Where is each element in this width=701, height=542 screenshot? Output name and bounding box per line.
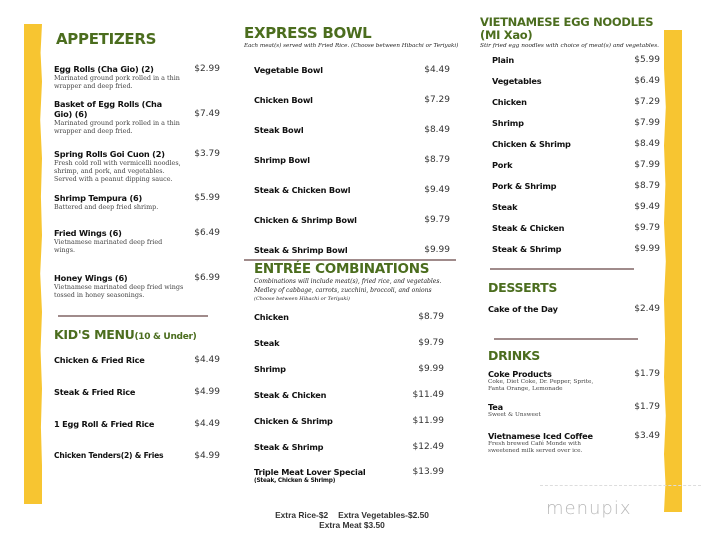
appetizers-heading: APPETIZERS: [56, 30, 157, 48]
menu-item: Coke Products $1.79 Coke, Diet Coke, Dr. Pepper, Sprite, Fanta Orange, Lemonade: [488, 369, 660, 392]
menu-item: Pork & Shrimp $8.79: [492, 181, 660, 191]
egg-noodles-subtitle: Stir fried egg noodles with choice of meat(s) and vegetables.: [480, 43, 660, 49]
menu-item: Shrimp Bowl $8.79: [254, 155, 450, 165]
decorative-yellow-band-right: [664, 30, 682, 512]
menu-item: Triple Meat Lover Special $13.99 (Steak, Chicken & Shrimp): [254, 467, 444, 484]
menu-item: Tea $1.79 Sweet & Unsweet: [488, 402, 660, 418]
menu-item: Steak & Chicken Bowl $9.49: [254, 185, 450, 195]
menu-item: Chicken & Shrimp $8.49: [492, 139, 660, 149]
menu-item: Shrimp $7.99: [492, 118, 660, 128]
menu-item: Chicken Bowl $7.29: [254, 95, 450, 105]
entree-combinations-heading: ENTRÉE COMBINATIONS: [254, 261, 430, 277]
section-divider: [494, 338, 638, 340]
menu-item: Fried Wings (6) $6.49 Vietnamese marinated deep fried wings.: [54, 228, 220, 254]
section-divider: [490, 268, 634, 270]
menu-item: 1 Egg Roll & Fried Rice $4.49: [54, 419, 220, 429]
menu-item: Steak & Shrimp $12.49: [254, 442, 444, 452]
section-divider: [58, 315, 208, 317]
column-left: [54, 30, 220, 461]
menu-item: Spring Rolls Goi Cuon (2) $3.79 Fresh cold roll with vermicelli noodles, shrimp, and pork, and vegetables. Served with a peanut dipping sauce.: [54, 149, 220, 183]
menu-item: Steak $9.49: [492, 202, 660, 212]
express-bowl-heading: EXPRESS BOWL: [244, 24, 372, 42]
menu-item: Honey Wings (6) $6.99 Vietnamese marinated deep fried wings tossed in honey seasonings.: [54, 273, 220, 299]
menu-item: Cake of the Day $2.49: [488, 304, 660, 314]
menu-item: Steak & Shrimp $9.99: [492, 244, 660, 254]
menu-item: Plain $5.99: [492, 55, 660, 65]
menu-item: Vegetable Bowl $4.49: [254, 65, 450, 75]
menu-item: Chicken Tenders(2) & Fries $4.99: [54, 451, 220, 461]
menu-item: Pork $7.99: [492, 160, 660, 170]
menu-item: Chicken & Shrimp Bowl $9.79: [254, 215, 450, 225]
menu-item: Chicken $8.79: [254, 312, 444, 322]
menu-item: Steak Bowl $8.49: [254, 125, 450, 135]
column-middle: EXPRESS BOWL Each meat(s) served with Fried Rice. (Choose between Hibachi or Teriyaki) Vegetable Bowl $4.49 Chicken Bowl $7.29 Steak Bowl $8.49 Shrimp Bowl $8.79 Steak & Chicken Bowl $9.49 Chicken & Shrimp Bowl $9.79 Steak & Shrimp Bowl $9.99 ENTRÉE COMBINATIONS Combinations will include meat(s), fried rice, and vegetables. Medley of cabbage, carrots, zucchini, broccoli, and onions (Choose between Hibachi or Teriyaki) Chicken $8.79 Steak $9.79 Shrimp $9.99 Steak & Chicken $11.49 Chicken & Shrimp $11.99 Steak & Shrimp $12.49 Triple Meat Lover Special $13.99 (Steak, Chicken & Shrimp): [244, 24, 459, 484]
kids-menu-heading: KID'S MENU(10 & Under): [54, 327, 197, 342]
menu-item: Vegetables $6.49: [492, 76, 660, 86]
menu-item: Chicken & Fried Rice $4.49: [54, 355, 220, 365]
decorative-yellow-band-left: [24, 24, 42, 504]
menu-item: Basket of Egg Rolls (Cha Gio) (6) $7.49 Marinated ground pork rolled in a thin wrapper and deep fried.: [54, 99, 220, 135]
watermark-logo: menupix: [546, 498, 632, 519]
menu-item: Chicken $7.29: [492, 97, 660, 107]
menu-item: Egg Rolls (Cha Gio) (2) $2.99 Marinated ground pork rolled in a thin wrapper and deep fried.: [54, 64, 220, 90]
egg-noodles-heading: VIETNAMESE EGG NOODLES (MI Xao): [480, 15, 654, 42]
menu-item: Steak & Shrimp Bowl $9.99: [254, 245, 450, 255]
watermark-dashed-line: [540, 485, 701, 486]
menu-item: Steak $9.79: [254, 338, 444, 348]
column-right: [480, 16, 660, 455]
menu-item: Steak & Chicken $11.49: [254, 390, 444, 400]
menu-item: Shrimp Tempura (6) $5.99 Battered and deep fried shrimp.: [54, 193, 220, 211]
menu-item: Steak & Chicken $9.79: [492, 223, 660, 233]
menu-item: Shrimp $9.99: [254, 364, 444, 374]
menu-item: Steak & Fried Rice $4.99: [54, 387, 220, 397]
menu-item: Chicken & Shrimp $11.99: [254, 416, 444, 426]
drinks-heading: DRINKS: [488, 348, 541, 363]
menu-item: Vietnamese Iced Coffee $3.49 Fresh brewed Café Monde with sweetened milk served over ice.: [488, 431, 660, 454]
desserts-heading: DESSERTS: [488, 280, 558, 295]
express-bowl-subtitle: Each meat(s) served with Fried Rice. (Choose between Hibachi or Teriyaki): [244, 43, 459, 49]
extras-note: Extra Rice-$2 Extra Vegetables-$2.50 Extra Meat $3.50: [275, 510, 429, 530]
